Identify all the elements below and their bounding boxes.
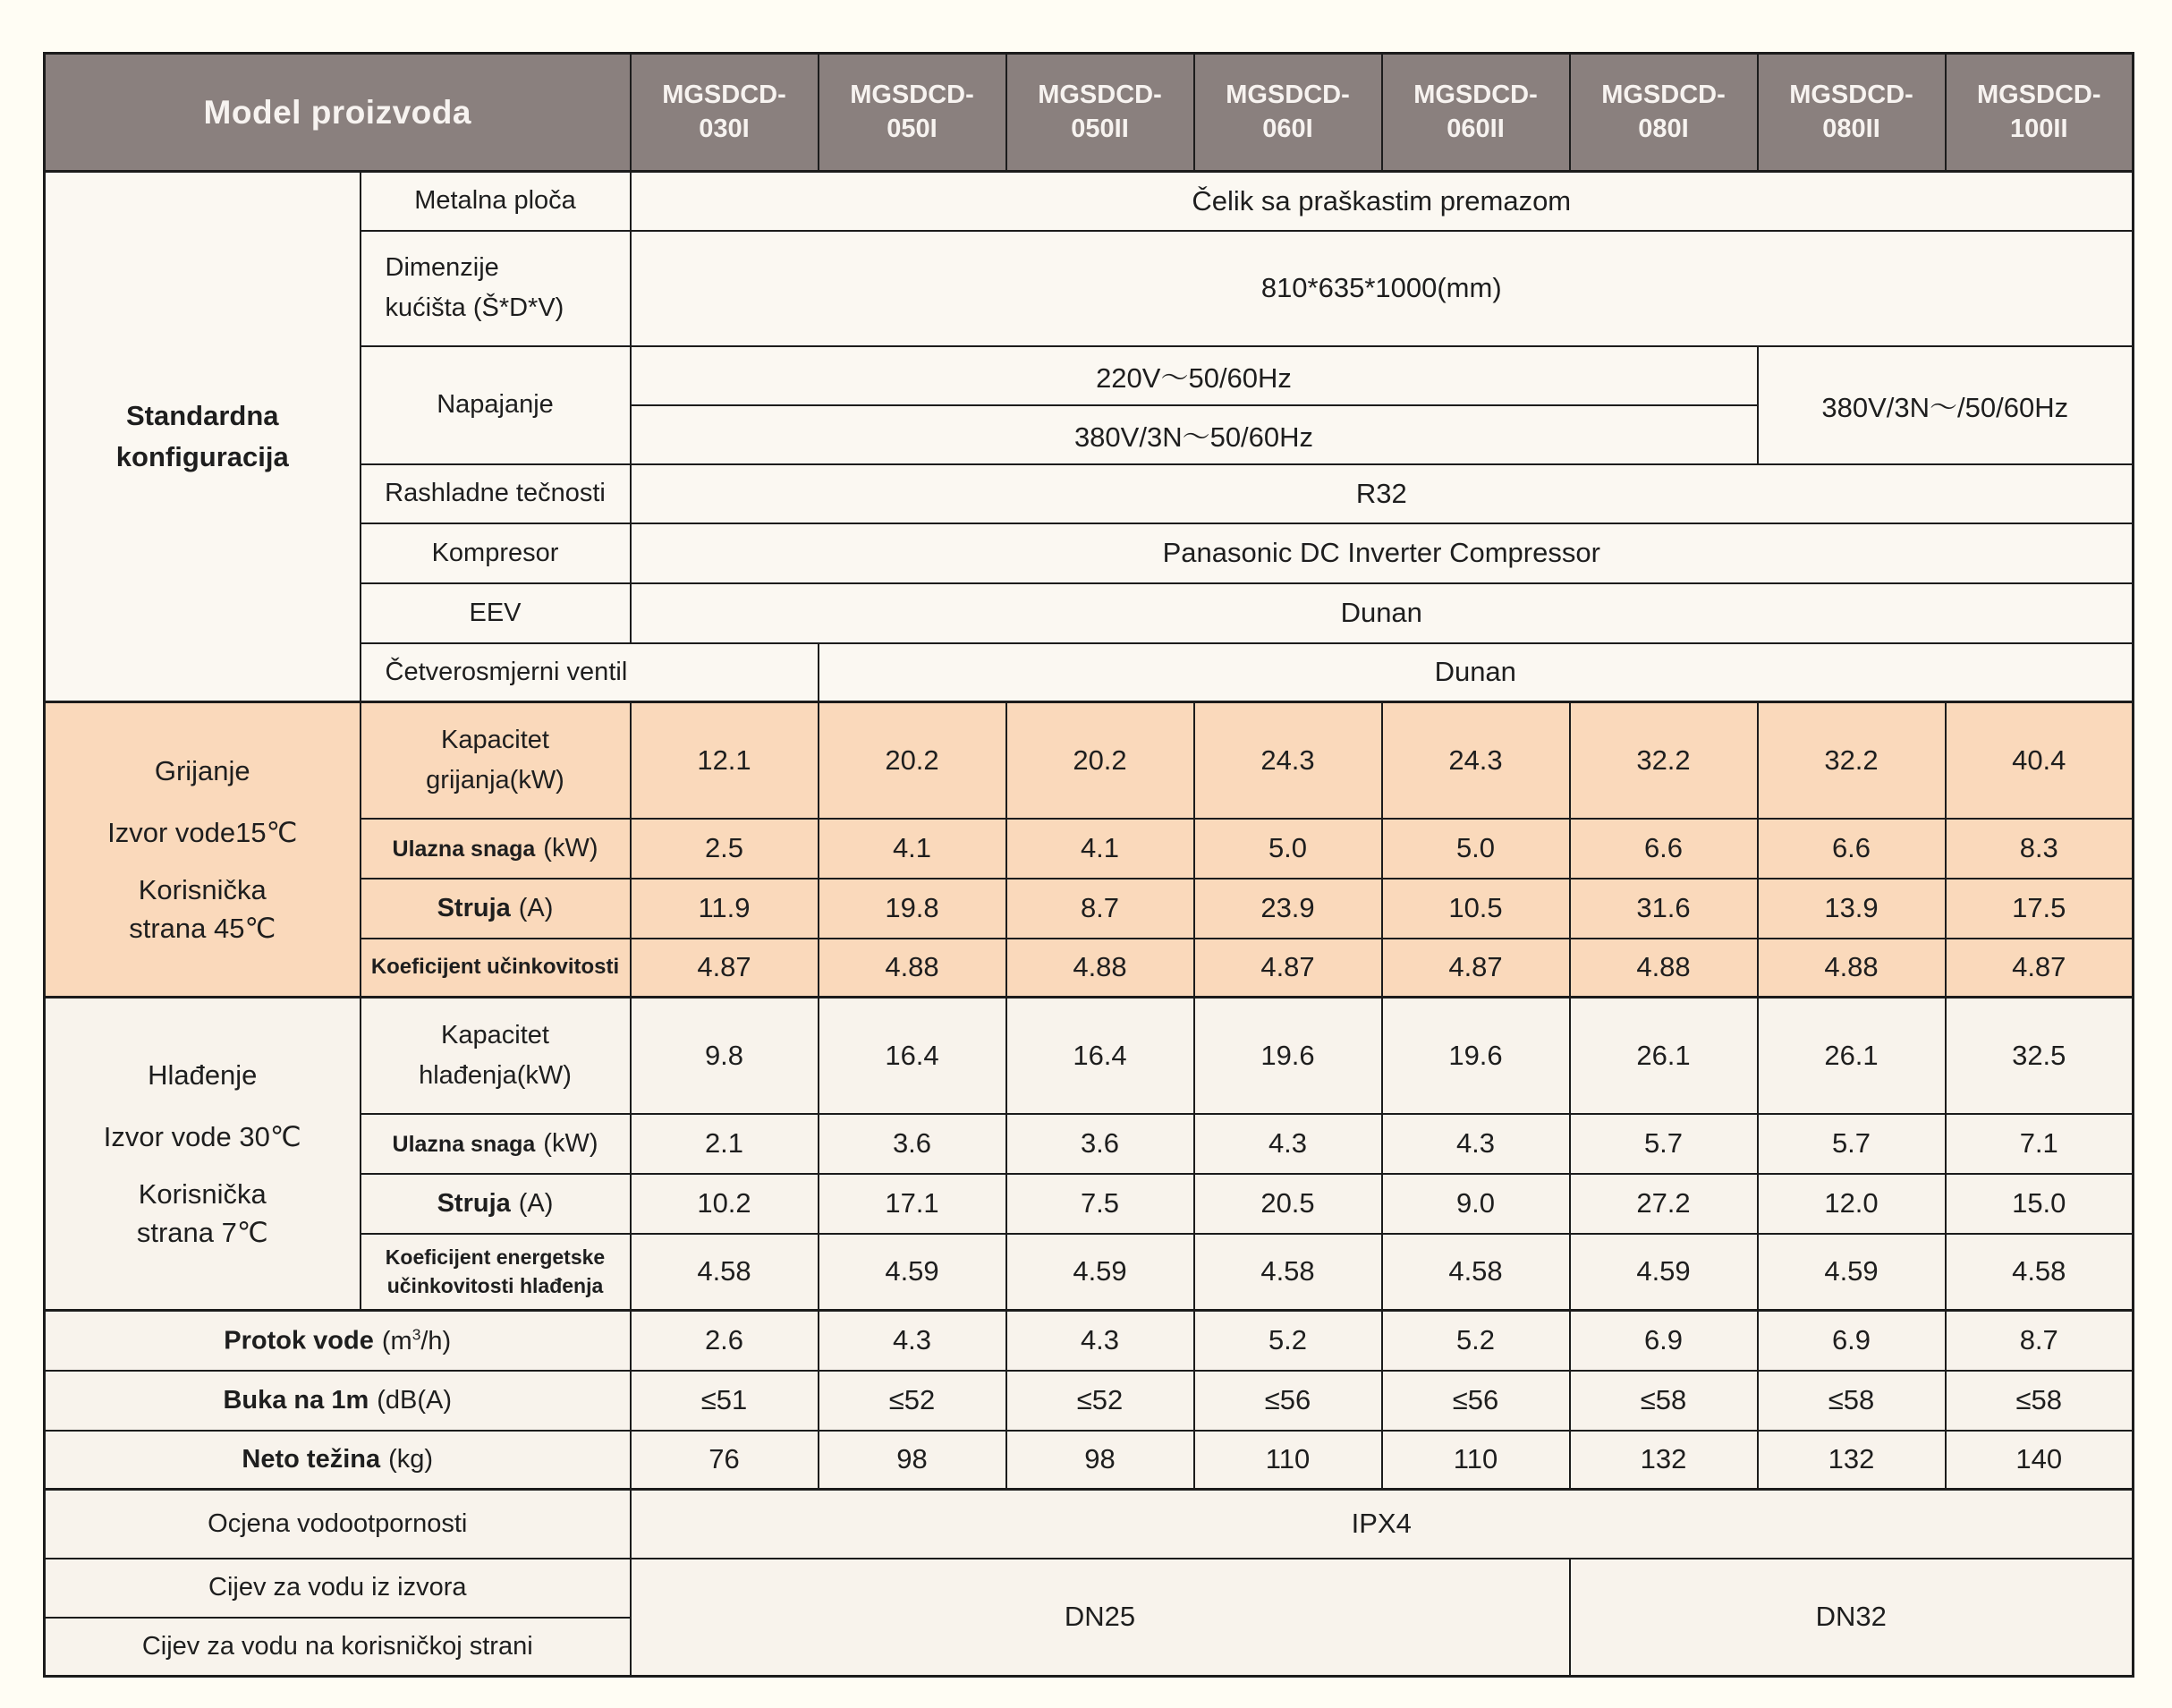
row-label-dimensions <box>361 231 631 346</box>
cell-noise: ≤58 <box>1946 1371 2134 1431</box>
cell-heating-cop: 4.87 <box>1194 939 1382 998</box>
model-prefix: MGSDCD- <box>662 81 786 110</box>
row-label-refrigerant: Rashladne tečnosti <box>361 464 631 523</box>
cell-cooling-eer: 4.58 <box>1194 1234 1382 1311</box>
row-label-heating-capacity <box>361 702 631 819</box>
cell-heating-capacity: 32.2 <box>1758 702 1946 819</box>
row-label-water-flow <box>45 1311 631 1371</box>
cell-noise: ≤56 <box>1382 1371 1570 1431</box>
cell-net-weight: 132 <box>1570 1431 1758 1490</box>
cooling-current-unit: (A) <box>518 1188 554 1218</box>
cell-cooling-current: 15.0 <box>1946 1174 2134 1234</box>
cooling-title: Hlađenje <box>148 1058 258 1091</box>
cell-noise: ≤52 <box>819 1371 1006 1431</box>
cell-water-flow: 5.2 <box>1194 1311 1382 1371</box>
cell-heating-capacity: 32.2 <box>1570 702 1758 819</box>
cell-noise: ≤56 <box>1194 1371 1382 1431</box>
cell-cooling-input-power: 4.3 <box>1382 1114 1570 1174</box>
dimensions-label-line2: kućišta (Š*D*V) <box>385 293 564 322</box>
row-source-water-pipe <box>45 1559 2134 1618</box>
heating-current-label: Struja <box>437 893 511 922</box>
cell-cooling-current: 10.2 <box>631 1174 819 1234</box>
cell-heating-capacity: 12.1 <box>631 702 819 819</box>
cell-heating-capacity: 40.4 <box>1946 702 2134 819</box>
row-label-metal-panel: Metalna ploča <box>361 172 631 231</box>
cell-cooling-current: 20.5 <box>1194 1174 1382 1234</box>
cooling-capacity-label-line1: Kapacitet <box>441 1020 549 1049</box>
cell-metal-panel-value: Čelik sa praškastim premazom <box>631 172 2134 231</box>
net-weight-unit: (kg) <box>388 1444 434 1474</box>
model-prefix: MGSDCD- <box>1601 81 1726 110</box>
cell-cooling-eer: 4.59 <box>1758 1234 1946 1311</box>
cell-heating-cop: 4.88 <box>1006 939 1194 998</box>
cell-cooling-capacity: 9.8 <box>631 998 819 1114</box>
row-label-cooling-input-power <box>361 1114 631 1174</box>
heating-condition-source: Izvor vode15℃ <box>107 817 298 849</box>
cell-cooling-eer: 4.58 <box>631 1234 819 1311</box>
cell-heating-capacity: 24.3 <box>1194 702 1382 819</box>
cell-heating-cop: 4.88 <box>819 939 1006 998</box>
cell-cooling-eer: 4.59 <box>1006 1234 1194 1311</box>
cell-cooling-capacity: 32.5 <box>1946 998 2134 1114</box>
cell-noise: ≤58 <box>1758 1371 1946 1431</box>
cell-refrigerant-value: R32 <box>631 464 2134 523</box>
row-label-power-supply: Napajanje <box>361 346 631 464</box>
cell-heating-capacity: 20.2 <box>1006 702 1194 819</box>
cell-heating-cop: 4.87 <box>1382 939 1570 998</box>
cell-cooling-current: 7.5 <box>1006 1174 1194 1234</box>
heating-capacity-label-line2: grijanja(kW) <box>426 765 564 795</box>
cell-water-flow: 8.7 <box>1946 1311 2134 1371</box>
cell-net-weight: 132 <box>1758 1431 1946 1490</box>
cell-water-flow: 4.3 <box>819 1311 1006 1371</box>
model-code: 060II <box>1447 114 1505 143</box>
cell-heating-current: 17.5 <box>1946 879 2134 939</box>
cell-eev-value: Dunan <box>631 583 2134 643</box>
row-cooling-capacity <box>45 998 2134 1114</box>
cell-cooling-input-power: 2.1 <box>631 1114 819 1174</box>
cooling-input-unit: (kW) <box>543 1128 598 1158</box>
cell-cooling-current: 12.0 <box>1758 1174 1946 1234</box>
cell-cooling-capacity: 19.6 <box>1194 998 1382 1114</box>
cell-heating-cop: 4.88 <box>1570 939 1758 998</box>
cell-heating-input-power: 5.0 <box>1382 819 1570 879</box>
cell-heating-current: 11.9 <box>631 879 819 939</box>
row-label-cooling-capacity <box>361 998 631 1114</box>
model-code: 050I <box>887 114 938 143</box>
row-heating-capacity <box>45 702 2134 819</box>
model-code: 100II <box>2010 114 2068 143</box>
row-label-heating-input-power <box>361 819 631 879</box>
cell-water-flow: 6.9 <box>1758 1311 1946 1371</box>
model-prefix: MGSDCD- <box>1226 81 1350 110</box>
cell-cooling-eer: 4.59 <box>819 1234 1006 1311</box>
cell-cooling-capacity: 16.4 <box>1006 998 1194 1114</box>
row-label-eev: EEV <box>361 583 631 643</box>
cell-net-weight: 110 <box>1382 1431 1570 1490</box>
cooling-input-label: Ulazna snaga <box>392 1131 536 1157</box>
cell-heating-current: 19.8 <box>819 879 1006 939</box>
cell-cooling-input-power: 5.7 <box>1570 1114 1758 1174</box>
cell-power-220v: 220V～50/60Hz <box>631 346 1758 405</box>
cell-water-flow: 2.6 <box>631 1311 819 1371</box>
cell-heating-current: 13.9 <box>1758 879 1946 939</box>
cooling-condition-user2: strana 7℃ <box>136 1216 268 1248</box>
net-weight-label: Neto težina <box>242 1444 381 1474</box>
cell-water-flow: 5.2 <box>1382 1311 1570 1371</box>
heating-input-unit: (kW) <box>543 833 598 862</box>
cell-power-380v: 380V/3N～50/60Hz <box>631 405 1758 464</box>
heating-condition-user1: Korisnička <box>138 873 267 905</box>
model-code: 030I <box>699 114 750 143</box>
cell-cooling-input-power: 3.6 <box>1006 1114 1194 1174</box>
noise-label: Buka na 1m <box>223 1385 369 1415</box>
cell-heating-input-power: 6.6 <box>1758 819 1946 879</box>
model-code: 050II <box>1071 114 1129 143</box>
row-noise <box>45 1371 2134 1431</box>
cell-cooling-current: 9.0 <box>1382 1174 1570 1234</box>
cell-noise: ≤51 <box>631 1371 819 1431</box>
cell-heating-input-power: 8.3 <box>1946 819 2134 879</box>
row-label-source-water-pipe: Cijev za vodu iz izvora <box>45 1559 631 1618</box>
row-label-heating-cop: Koeficijent učinkovitosti <box>361 939 631 998</box>
noise-unit: (dB(A) <box>377 1385 453 1415</box>
model-column-header <box>1382 54 1570 172</box>
cell-power-380v-right: 380V/3N～/50/60Hz <box>1758 346 2134 464</box>
cell-water-flow: 6.9 <box>1570 1311 1758 1371</box>
row-metal-panel <box>45 172 2134 231</box>
model-column-header <box>1006 54 1194 172</box>
model-prefix: MGSDCD- <box>1789 81 1913 110</box>
cell-noise: ≤58 <box>1570 1371 1758 1431</box>
row-label-cooling-current <box>361 1174 631 1234</box>
section-heating <box>45 702 361 998</box>
section-cooling <box>45 998 361 1311</box>
section-standard-config: Standardna konfiguracija <box>45 172 361 702</box>
heating-current-unit: (A) <box>518 893 554 922</box>
heating-input-label: Ulazna snaga <box>392 836 536 862</box>
cell-heating-cop: 4.88 <box>1758 939 1946 998</box>
cell-four-way-valve-value: Dunan <box>819 643 2134 702</box>
cell-cooling-eer: 4.58 <box>1946 1234 2134 1311</box>
cell-heating-input-power: 6.6 <box>1570 819 1758 879</box>
cell-heating-current: 8.7 <box>1006 879 1194 939</box>
model-prefix: MGSDCD- <box>1038 81 1162 110</box>
cell-waterproof-rating: IPX4 <box>631 1490 2134 1559</box>
model-column-header <box>819 54 1006 172</box>
row-label-noise <box>45 1371 631 1431</box>
cell-heating-cop: 4.87 <box>631 939 819 998</box>
cell-heating-cop: 4.87 <box>1946 939 2134 998</box>
model-code: 060I <box>1262 114 1313 143</box>
cell-cooling-input-power: 3.6 <box>819 1114 1006 1174</box>
cell-cooling-input-power: 7.1 <box>1946 1114 2134 1174</box>
cell-cooling-eer: 4.58 <box>1382 1234 1570 1311</box>
cell-cooling-current: 17.1 <box>819 1174 1006 1234</box>
cell-heating-input-power: 2.5 <box>631 819 819 879</box>
heating-capacity-label-line1: Kapacitet <box>441 725 549 754</box>
cell-compressor-value: Panasonic DC Inverter Compressor <box>631 523 2134 583</box>
water-flow-label: Protok vode <box>224 1326 374 1355</box>
cooling-condition-source: Izvor vode 30℃ <box>103 1121 301 1153</box>
cell-pipe-dn25: DN25 <box>631 1559 1570 1677</box>
table-title: Model proizvoda <box>45 54 631 172</box>
model-column-header <box>1946 54 2134 172</box>
model-prefix: MGSDCD- <box>1976 81 2101 110</box>
cell-heating-current: 10.5 <box>1382 879 1570 939</box>
model-column-header <box>1570 54 1758 172</box>
row-waterproof-rating <box>45 1490 2134 1559</box>
product-spec-table <box>43 52 2134 1678</box>
cell-heating-input-power: 4.1 <box>1006 819 1194 879</box>
row-label-four-way-valve: Četverosmjerni ventil <box>361 643 819 702</box>
cell-cooling-current: 27.2 <box>1570 1174 1758 1234</box>
cell-dimensions-value: 810*635*1000(mm) <box>631 231 2134 346</box>
dimensions-label-line1: Dimenzije <box>385 253 499 283</box>
cell-cooling-capacity: 19.6 <box>1382 998 1570 1114</box>
model-prefix: MGSDCD- <box>1413 81 1538 110</box>
cooling-condition-user1: Korisnička <box>138 1177 267 1210</box>
row-label-cooling-eer: Koeficijent energetske učinkovitosti hlađenja <box>361 1234 631 1311</box>
cell-net-weight: 140 <box>1946 1431 2134 1490</box>
cell-cooling-eer: 4.59 <box>1570 1234 1758 1311</box>
model-column-header <box>1758 54 1946 172</box>
cell-cooling-input-power: 5.7 <box>1758 1114 1946 1174</box>
cell-pipe-dn32: DN32 <box>1570 1559 2134 1677</box>
cell-heating-current: 23.9 <box>1194 879 1382 939</box>
cell-noise: ≤52 <box>1006 1371 1194 1431</box>
water-flow-unit: $(m^3/h)$ <box>381 1324 452 1355</box>
row-label-waterproof-rating: Ocjena vodootpornosti <box>45 1490 631 1559</box>
heating-condition-user2: strana 45℃ <box>129 912 276 944</box>
cell-water-flow: 4.3 <box>1006 1311 1194 1371</box>
cell-net-weight: 76 <box>631 1431 819 1490</box>
cell-cooling-capacity: 26.1 <box>1570 998 1758 1114</box>
cell-net-weight: 98 <box>1006 1431 1194 1490</box>
header-row <box>45 54 2134 172</box>
cooling-capacity-label-line2: hlađenja(kW) <box>419 1060 572 1090</box>
row-label-user-side-water-pipe: Cijev za vodu na korisničkoj strani <box>45 1618 631 1677</box>
cell-heating-input-power: 5.0 <box>1194 819 1382 879</box>
row-label-compressor: Kompresor <box>361 523 631 583</box>
cooling-current-label: Struja <box>437 1188 511 1218</box>
model-code: 080I <box>1638 114 1689 143</box>
cell-net-weight: 98 <box>819 1431 1006 1490</box>
cell-heating-capacity: 24.3 <box>1382 702 1570 819</box>
cell-net-weight: 110 <box>1194 1431 1382 1490</box>
cell-heating-capacity: 20.2 <box>819 702 1006 819</box>
cell-cooling-capacity: 26.1 <box>1758 998 1946 1114</box>
row-label-net-weight <box>45 1431 631 1490</box>
row-net-weight <box>45 1431 2134 1490</box>
model-code: 080II <box>1822 114 1880 143</box>
row-label-heating-current <box>361 879 631 939</box>
cell-cooling-capacity: 16.4 <box>819 998 1006 1114</box>
heating-title: Grijanje <box>154 754 250 786</box>
row-water-flow <box>45 1311 2134 1371</box>
cell-heating-input-power: 4.1 <box>819 819 1006 879</box>
cell-heating-current: 31.6 <box>1570 879 1758 939</box>
cell-cooling-input-power: 4.3 <box>1194 1114 1382 1174</box>
model-column-header <box>631 54 819 172</box>
model-column-header <box>1194 54 1382 172</box>
model-prefix: MGSDCD- <box>850 81 974 110</box>
